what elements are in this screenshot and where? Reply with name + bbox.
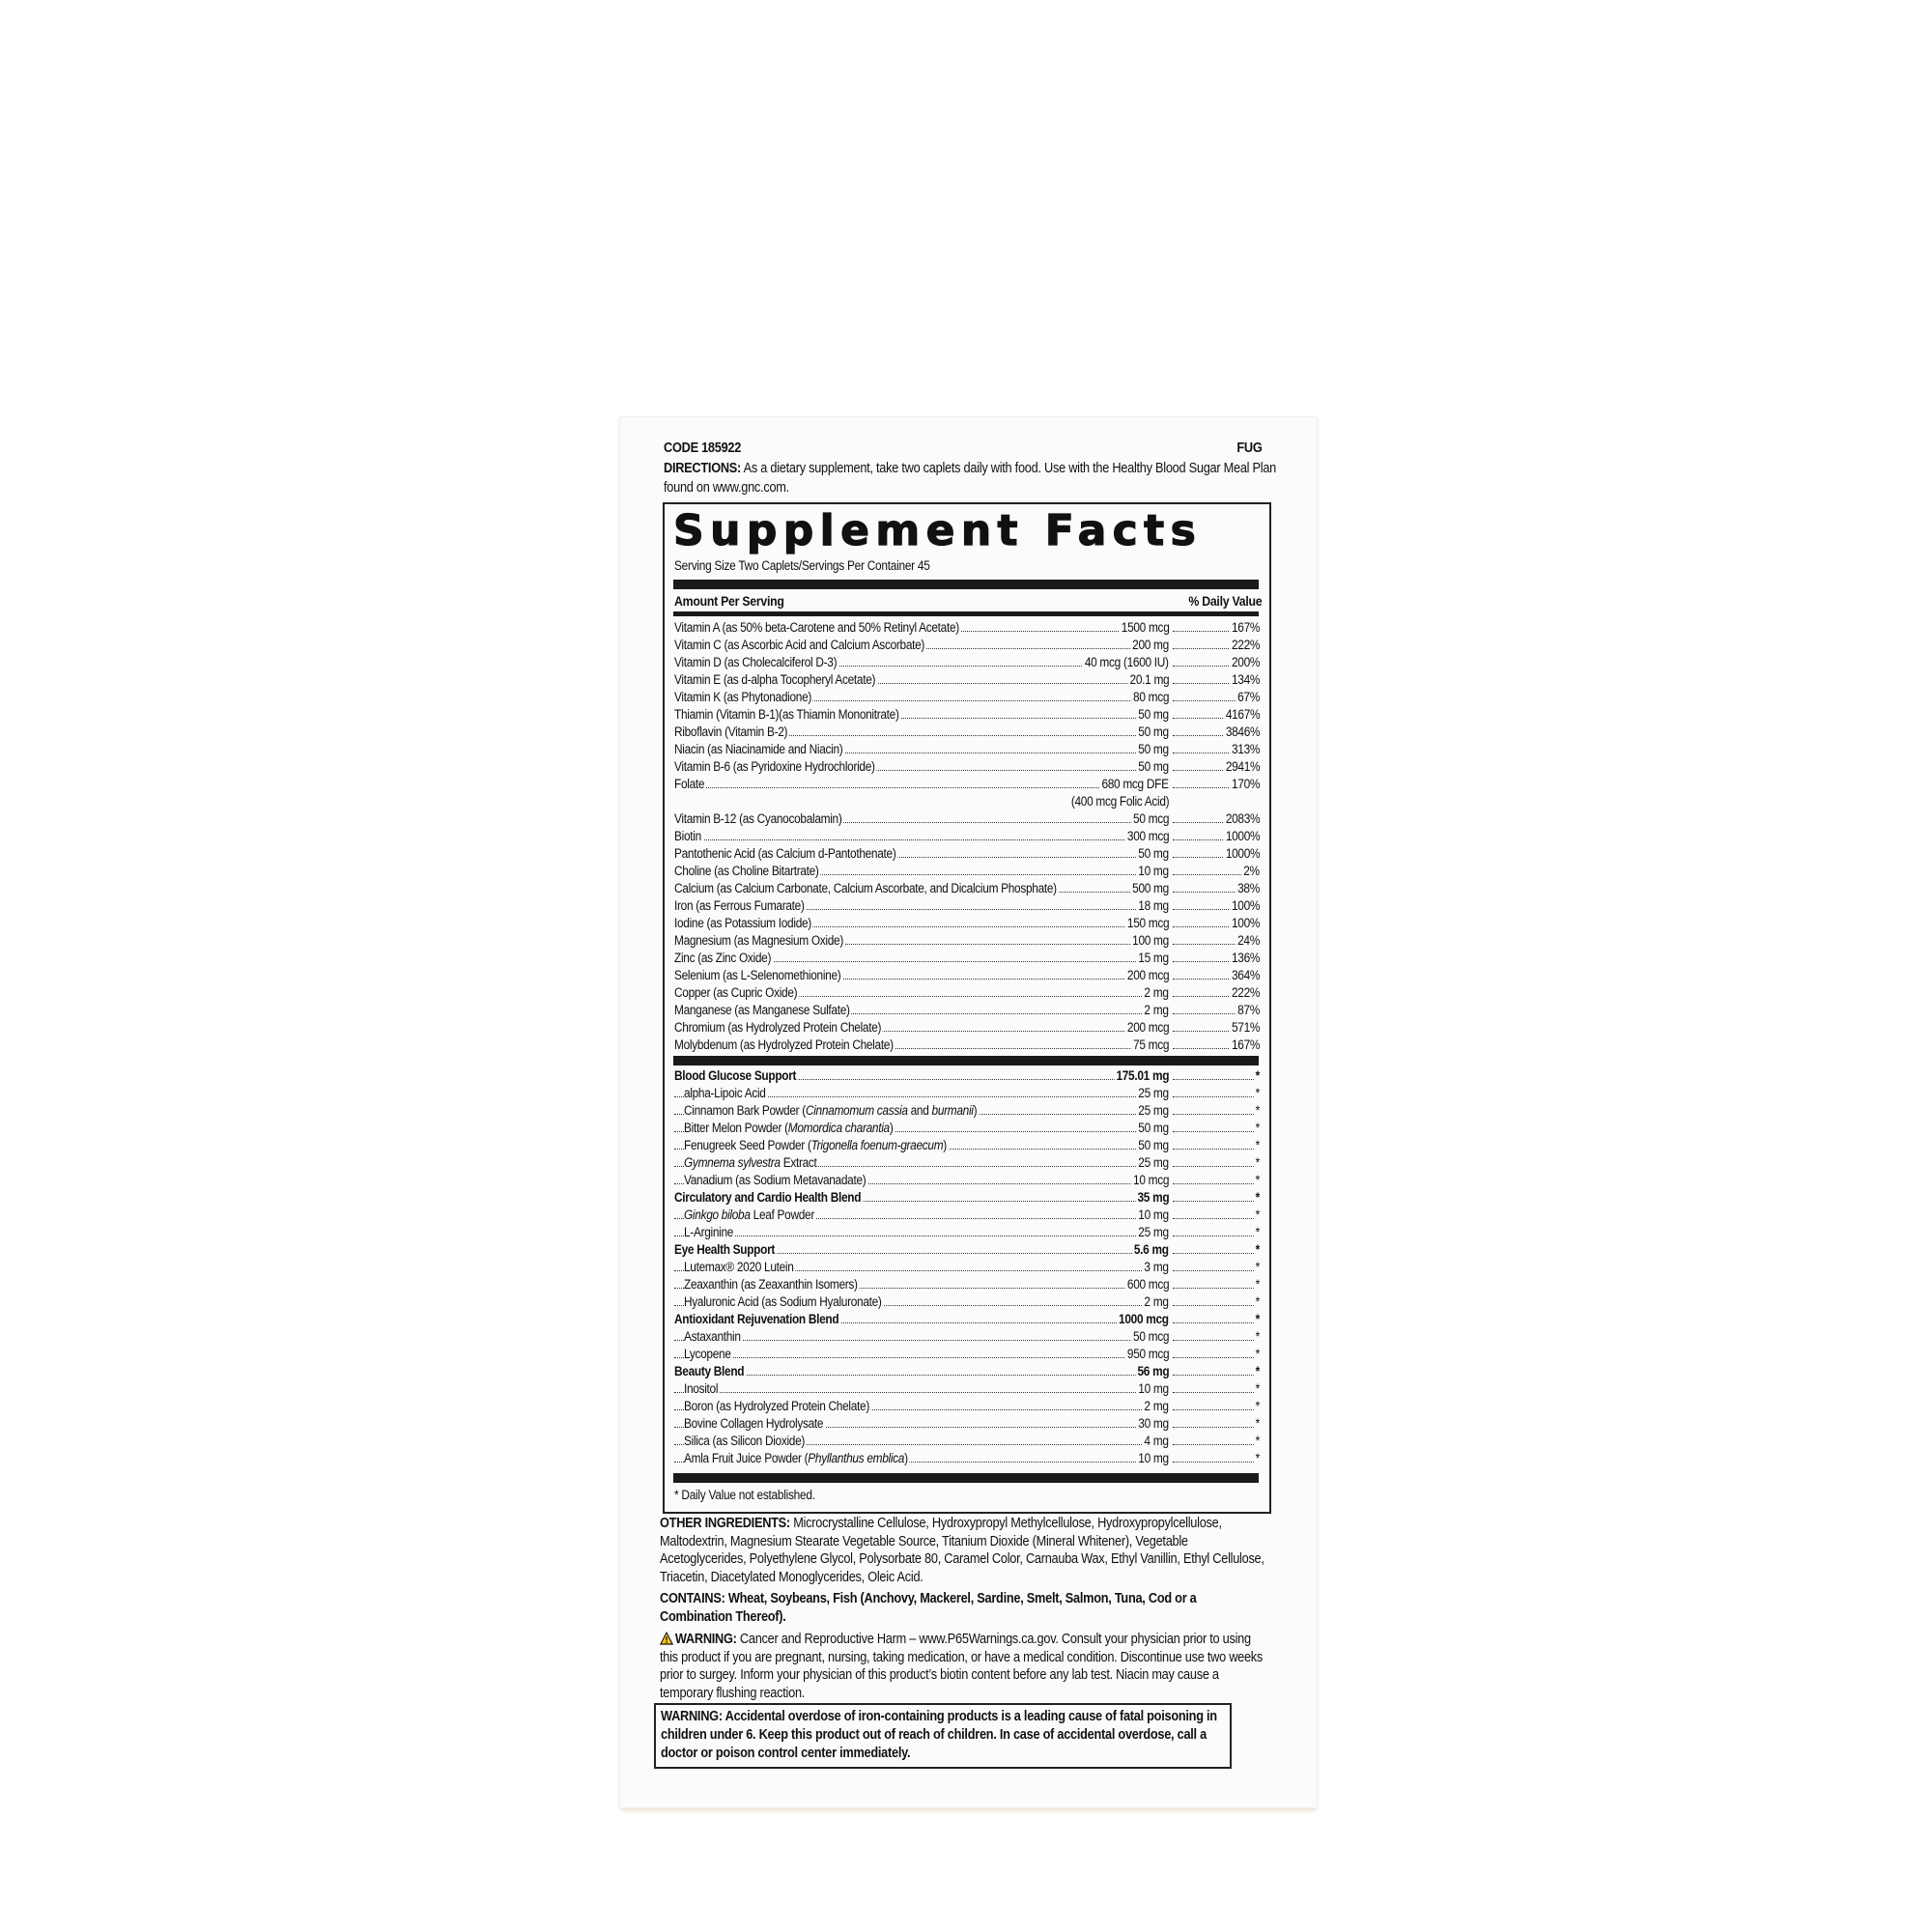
nutrient-row: [674, 1380, 1260, 1398]
nutrient-name: Molybdenum (as Hydrolyzed Protein Chelate): [674, 1037, 894, 1052]
nutrient-row: [674, 1363, 1260, 1380]
nutrient-daily-value: 100%: [1231, 916, 1260, 930]
nutrient-amount: 50 mg: [1138, 1138, 1169, 1152]
nutrient-name: Vanadium (as Sodium Metavanadate): [684, 1173, 867, 1187]
nutrient-name: Vitamin C (as Ascorbic Acid and Calcium Ascorbate): [674, 638, 925, 652]
nutrient-daily-value: *: [1255, 1103, 1260, 1118]
nutrient-row: [674, 1019, 1260, 1037]
nutrient-row: [674, 1293, 1260, 1311]
nutrient-amount: 10 mg: [1138, 864, 1169, 878]
nutrient-name: Iodine (as Potassium Iodide): [674, 916, 811, 930]
nutrient-amount: 200 mcg: [1126, 968, 1169, 982]
dot-leader: [1173, 1201, 1256, 1202]
iron-warning-text: WARNING: Accidental overdose of iron-containing products is a leading cause of fatal poisoning in children under 6. Keep this product out of reach of children. In case of accidental overdose, call a doctor or poison control center immediately.: [661, 1709, 1217, 1761]
other-ingredients-text: Microcrystalline Cellulose, Hydroxypropyl Methylcellulose, Hydroxypropylcellulose, Maltodextrin, Magnesium Stearate Vegetable Source, Titanium Dioxide (Mineral Whitener), Vegetable Acetoglycerides, Polyethylene Glycol, Polysorbate 80, Caramel Color, Carnauba Wax, Ethyl Vanillin, Ethyl Cellulose, Triacetin, Diacetylated Monoglycerides, Oleic Acid.: [660, 1516, 1264, 1585]
nutrient-name: Inositol: [684, 1381, 719, 1396]
nutrient-row: [674, 1415, 1260, 1433]
thick-rule: [673, 1473, 1259, 1483]
dot-leader: [1173, 1462, 1256, 1463]
dot-leader: [674, 787, 1167, 788]
dot-leader: [674, 839, 1167, 840]
nutrient-row: [674, 741, 1260, 758]
nutrient-amount: 200 mg: [1132, 638, 1169, 652]
nutrient-amount: 30 mg: [1138, 1416, 1169, 1431]
nutrient-name: Vitamin K (as Phytonadione): [674, 690, 812, 704]
nutrient-daily-value: 2941%: [1225, 759, 1260, 774]
nutrient-amount: 5.6 mg: [1134, 1242, 1169, 1257]
nutrient-name: Bovine Collagen Hydrolysate: [684, 1416, 824, 1431]
nutrient-name: Choline (as Choline Bitartrate): [674, 864, 819, 878]
nutrient-daily-value: 200%: [1231, 655, 1260, 669]
nutrient-row: [674, 1037, 1260, 1054]
nutrient-amount: 50 mg: [1138, 846, 1169, 861]
dot-leader: [1173, 1322, 1256, 1323]
nutrient-name: L-Arginine: [684, 1225, 734, 1239]
other-ingredients-label: OTHER INGREDIENTS:: [660, 1516, 790, 1531]
nutrient-daily-value: 222%: [1231, 638, 1260, 652]
nutrient-row: [674, 1002, 1260, 1019]
nutrient-amount: 2 mg: [1144, 1294, 1169, 1309]
nutrient-name: Zeaxanthin (as Zeaxanthin Isomers): [684, 1277, 858, 1292]
dot-leader: [1173, 1218, 1256, 1219]
nutrient-row: [674, 984, 1260, 1002]
nutrient-row: [674, 1189, 1260, 1207]
nutrient-name: Antioxidant Rejuvenation Blend: [674, 1312, 839, 1326]
nutrient-row: [674, 706, 1260, 724]
nutrient-name: Riboflavin (Vitamin B-2): [674, 724, 788, 739]
nutrient-name: Niacin (as Niacinamide and Niacin): [674, 742, 843, 756]
contains-text: CONTAINS: Wheat, Soybeans, Fish (Anchovy, Mackerel, Sardine, Smelt, Salmon, Tuna, Cod or a Combination Thereof).: [660, 1591, 1197, 1625]
thick-rule: [673, 580, 1259, 589]
nutrient-amount: 500 mg: [1132, 881, 1169, 895]
dot-leader: [1173, 1131, 1256, 1132]
nutrient-amount: 2 mg: [1144, 1003, 1169, 1017]
nutrient-row: [674, 932, 1260, 950]
dot-leader: [1173, 1375, 1256, 1376]
nutrient-amount: 10 mg: [1138, 1381, 1169, 1396]
nutrient-row: [674, 1346, 1260, 1363]
nutrient-row: [674, 1311, 1260, 1328]
nutrient-daily-value: 136%: [1231, 951, 1260, 965]
nutrient-name: Pantothenic Acid (as Calcium d-Pantothenate): [674, 846, 896, 861]
thick-rule: [673, 1056, 1259, 1065]
nutrient-daily-value: *: [1255, 1208, 1260, 1222]
nutrient-daily-value: *: [1255, 1242, 1260, 1257]
nutrient-name: Boron (as Hydrolyzed Protein Chelate): [684, 1399, 869, 1413]
dot-leader: [1173, 1149, 1256, 1150]
nutrient-row: [674, 654, 1260, 671]
dot-leader: [1173, 1392, 1256, 1393]
nutrient-name: Circulatory and Cardio Health Blend: [674, 1190, 862, 1205]
nutrient-name: Amla Fruit Juice Powder (Phyllanthus emblica): [684, 1451, 908, 1465]
nutrient-daily-value: 170%: [1231, 777, 1260, 791]
nutrient-name: Blood Glucose Support: [674, 1068, 797, 1083]
dot-leader: [1173, 1253, 1256, 1254]
dot-leader: [674, 1375, 1167, 1376]
nutrient-amount: 950 mcg: [1126, 1347, 1169, 1361]
nutrient-row: [674, 845, 1260, 863]
nutrient-row: [674, 897, 1260, 915]
nutrient-name: Vitamin B-6 (as Pyridoxine Hydrochloride): [674, 759, 875, 774]
warning-triangle-icon: [660, 1632, 673, 1645]
nutrient-name: Lutemax® 2020 Lutein: [684, 1260, 794, 1274]
nutrient-name: Vitamin A (as 50% beta-Carotene and 50% Retinyl Acetate): [674, 620, 959, 635]
nutrient-daily-value: *: [1255, 1399, 1260, 1413]
nutrient-name: Selenium (as L-Selenomethionine): [674, 968, 841, 982]
nutrient-amount: 600 mcg: [1126, 1277, 1169, 1292]
nutrient-daily-value: *: [1255, 1329, 1260, 1344]
nutrient-daily-value: 100%: [1231, 898, 1260, 913]
nutrient-amount: 80 mcg: [1132, 690, 1169, 704]
nutrient-row: [674, 950, 1260, 967]
amount-per-serving-header: Amount Per Serving: [674, 593, 784, 609]
nutrient-row: [674, 1433, 1260, 1450]
nutrient-daily-value: *: [1255, 1277, 1260, 1292]
nutrient-row: [674, 758, 1260, 776]
nutrient-row: [674, 1154, 1260, 1172]
nutrient-daily-value: 67%: [1237, 690, 1260, 704]
nutrient-amount: 75 mcg: [1132, 1037, 1169, 1052]
nutrient-name: Ginkgo biloba Leaf Powder: [684, 1208, 814, 1222]
nutrient-daily-value: *: [1255, 1381, 1260, 1396]
nutrient-daily-value: *: [1255, 1451, 1260, 1465]
nutrient-daily-value: *: [1255, 1190, 1260, 1205]
nutrient-row: [674, 915, 1260, 932]
nutrient-name: Zinc (as Zinc Oxide): [674, 951, 772, 965]
directions: [664, 460, 1301, 497]
nutrient-daily-value: 222%: [1231, 985, 1260, 1000]
other-ingredients: [660, 1515, 1272, 1586]
nutrient-row: [674, 1398, 1260, 1415]
nutrient-name: Chromium (as Hydrolyzed Protein Chelate): [674, 1020, 882, 1035]
serving-size: Serving Size Two Caplets/Servings Per Container 45: [674, 558, 930, 573]
nutrient-row: [674, 1120, 1260, 1137]
nutrient-daily-value: *: [1255, 1138, 1260, 1152]
dot-leader: [674, 1357, 1167, 1358]
nutrient-amount: 175.01 mg: [1116, 1068, 1169, 1083]
directions-text: As a dietary supplement, take two caplets daily with food. Use with the Healthy Blood Sugar Meal Plan found on www.gnc.com.: [664, 461, 1277, 496]
nutrient-daily-value: *: [1255, 1225, 1260, 1239]
nutrient-amount: (400 mcg Folic Acid): [1070, 794, 1169, 809]
dot-leader: [1173, 1096, 1256, 1097]
nutrient-row: [674, 828, 1260, 845]
nutrient-row: [674, 1276, 1260, 1293]
nutrient-row: [674, 810, 1260, 828]
nutrient-row: [674, 1259, 1260, 1276]
dot-leader: [1173, 1288, 1256, 1289]
fug-code: FUG: [1236, 440, 1263, 456]
nutrient-amount: 25 mg: [1138, 1155, 1169, 1170]
nutrient-row: [674, 1137, 1260, 1154]
nutrient-amount: 1000 mcg: [1119, 1312, 1169, 1326]
nutrient-daily-value: *: [1255, 1121, 1260, 1135]
nutrient-daily-value: 167%: [1231, 1037, 1260, 1052]
nutrient-daily-value: *: [1255, 1434, 1260, 1448]
nutrient-amount: 1500 mcg: [1121, 620, 1169, 635]
nutrient-daily-value: *: [1255, 1173, 1260, 1187]
nutrient-name: Magnesium (as Magnesium Oxide): [674, 933, 843, 948]
nutrient-daily-value: 571%: [1231, 1020, 1260, 1035]
nutrient-daily-value: 4167%: [1225, 707, 1260, 722]
nutrient-daily-value: *: [1255, 1364, 1260, 1378]
nutrient-row: [674, 1172, 1260, 1189]
nutrient-daily-value: 313%: [1231, 742, 1260, 756]
dot-leader: [1173, 1079, 1256, 1080]
nutrient-amount: 15 mg: [1138, 951, 1169, 965]
nutrient-daily-value: 167%: [1231, 620, 1260, 635]
dot-leader: [1173, 1183, 1256, 1184]
nutrient-amount: 25 mg: [1138, 1103, 1169, 1118]
nutrient-amount: 50 mg: [1138, 759, 1169, 774]
nutrient-amount: 10 mg: [1138, 1208, 1169, 1222]
nutrient-amount: 10 mg: [1138, 1451, 1169, 1465]
nutrient-row: [674, 880, 1260, 897]
nutrient-amount: 25 mg: [1138, 1086, 1169, 1100]
nutrient-row: [674, 671, 1260, 689]
iron-warning-box: [654, 1703, 1232, 1769]
allergen-statement: [660, 1590, 1272, 1626]
medium-rule: [673, 611, 1259, 616]
dot-leader: [1173, 1427, 1256, 1428]
nutrient-row: [674, 1224, 1260, 1241]
nutrient-daily-value: 2083%: [1225, 811, 1260, 826]
nutrient-amount: 40 mcg (1600 IU): [1085, 655, 1169, 669]
nutrient-row: [674, 1241, 1260, 1259]
nutrient-name: alpha-Lipoic Acid: [684, 1086, 766, 1100]
nutrient-row: [674, 689, 1260, 706]
nutrient-amount: 56 mg: [1137, 1364, 1169, 1378]
nutrient-name: Biotin: [674, 829, 701, 843]
nutrient-amount: 3 mg: [1144, 1260, 1169, 1274]
nutrient-daily-value: *: [1255, 1068, 1260, 1083]
nutrient-amount: 50 mcg: [1132, 1329, 1169, 1344]
nutrient-amount: 2 mg: [1144, 1399, 1169, 1413]
nutrient-daily-value: 134%: [1231, 672, 1260, 687]
nutrient-daily-value: 1000%: [1225, 846, 1260, 861]
nutrient-row: [674, 863, 1260, 880]
nutrient-name: Bitter Melon Powder (Momordica charantia): [684, 1121, 894, 1135]
nutrient-amount: 4 mg: [1144, 1434, 1169, 1448]
nutrient-amount: 50 mg: [1138, 1121, 1169, 1135]
nutrient-daily-value: *: [1255, 1260, 1260, 1274]
warning-text: Cancer and Reproductive Harm – www.P65Warnings.ca.gov. Consult your physician prior to using this product if you are pregnant, nursing, taking medication, or have a medical condition. Discontinue use two weeks prior to surgey. Inform your physician of this product’s biotin content before any lab test. Niacin may cause a temporary flushing reaction.: [660, 1632, 1264, 1701]
nutrient-amount: 25 mg: [1138, 1225, 1169, 1239]
nutrient-amount: 50 mg: [1138, 707, 1169, 722]
dot-leader: [1173, 1270, 1256, 1271]
nutrient-name: Copper (as Cupric Oxide): [674, 985, 798, 1000]
nutrient-daily-value: *: [1255, 1416, 1260, 1431]
panel-shadow: [623, 1808, 1314, 1814]
nutrient-amount: 18 mg: [1138, 898, 1169, 913]
nutrient-amount: 2 mg: [1144, 985, 1169, 1000]
nutrient-name: Eye Health Support: [674, 1242, 776, 1257]
nutrient-name: Vitamin D (as Cholecalciferol D-3): [674, 655, 838, 669]
nutrient-daily-value: *: [1255, 1312, 1260, 1326]
nutrient-daily-value: 24%: [1237, 933, 1260, 948]
nutrient-amount: 200 mcg: [1126, 1020, 1169, 1035]
nutrient-name: Vitamin E (as d-alpha Tocopheryl Acetate): [674, 672, 876, 687]
directions-label: DIRECTIONS:: [664, 461, 742, 476]
nutrient-name: Cinnamon Bark Powder (Cinnamomum cassia and burmanii): [684, 1103, 978, 1118]
nutrient-daily-value: 1000%: [1225, 829, 1260, 843]
dot-leader: [1173, 1340, 1256, 1341]
nutrient-row: [674, 1085, 1260, 1102]
nutrient-amount: 20.1 mg: [1129, 672, 1169, 687]
supplement-facts-title: Supplement Facts: [673, 506, 1203, 555]
nutrient-row: [674, 724, 1260, 741]
nutrient-row: [674, 1102, 1260, 1120]
dot-leader: [1173, 1444, 1256, 1445]
dot-leader: [1173, 1357, 1256, 1358]
nutrient-amount: 100 mg: [1132, 933, 1169, 948]
nutrient-name: Calcium (as Calcium Carbonate, Calcium Ascorbate, and Dicalcium Phosphate): [674, 881, 1057, 895]
dot-leader: [674, 1392, 1167, 1393]
nutrient-amount: 10 mcg: [1132, 1173, 1169, 1187]
nutrient-name: Astaxanthin: [684, 1329, 741, 1344]
footnote: * Daily Value not established.: [674, 1488, 815, 1502]
nutrient-amount: 50 mg: [1138, 742, 1169, 756]
nutrient-amount: 50 mcg: [1132, 811, 1169, 826]
nutrient-name: Silica (as Silicon Dioxide): [684, 1434, 806, 1448]
nutrient-daily-value: *: [1255, 1086, 1260, 1100]
nutrient-row: [674, 1450, 1260, 1467]
nutrient-row: [674, 776, 1260, 793]
nutrient-row: [674, 619, 1260, 637]
nutrient-name: Thiamin (Vitamin B-1)(as Thiamin Mononitrate): [674, 707, 899, 722]
nutrient-daily-value: 3846%: [1225, 724, 1260, 739]
nutrient-name: Hyaluronic Acid (as Sodium Hyaluronate): [684, 1294, 882, 1309]
nutrient-row: [674, 637, 1260, 654]
nutrient-name: Gymnema sylvestra Extract: [684, 1155, 817, 1170]
nutrient-daily-value: *: [1255, 1294, 1260, 1309]
nutrient-daily-value: *: [1255, 1155, 1260, 1170]
nutrient-amount: 35 mg: [1137, 1190, 1169, 1205]
dot-leader: [1173, 1305, 1256, 1306]
warning-label: WARNING:: [674, 1632, 737, 1647]
nutrient-row: [674, 1067, 1260, 1085]
daily-value-header: % Daily Value: [1187, 593, 1262, 609]
nutrient-name: Lycopene: [684, 1347, 731, 1361]
supplement-facts-panel: [663, 502, 1271, 1514]
nutrient-daily-value: 364%: [1231, 968, 1260, 982]
nutrient-amount: 50 mg: [1138, 724, 1169, 739]
product-code: CODE 185922: [664, 440, 742, 456]
nutrient-daily-value: 2%: [1243, 864, 1260, 878]
nutrient-name: Iron (as Ferrous Fumarate): [674, 898, 805, 913]
dot-leader: [1173, 1114, 1256, 1115]
nutrient-amount: 680 mcg DFE: [1101, 777, 1169, 791]
label-header: [664, 440, 1272, 456]
prop65-warning: [660, 1631, 1272, 1702]
vitamin-list: [674, 619, 1260, 1054]
nutrient-name: Beauty Blend: [674, 1364, 745, 1378]
blend-list: [674, 1067, 1260, 1467]
nutrient-amount: 150 mcg: [1126, 916, 1169, 930]
nutrient-row: [674, 1207, 1260, 1224]
nutrient-row: [674, 1328, 1260, 1346]
dot-leader: [1173, 1409, 1256, 1410]
nutrient-name: Vitamin B-12 (as Cyanocobalamin): [674, 811, 842, 826]
dot-leader: [674, 1340, 1167, 1341]
nutrient-amount: 300 mcg: [1126, 829, 1169, 843]
nutrient-name: Folate: [674, 777, 705, 791]
nutrient-row: [674, 793, 1260, 810]
dot-leader: [1173, 1166, 1256, 1167]
nutrient-name: Manganese (as Manganese Sulfate): [674, 1003, 850, 1017]
nutrient-name: Fenugreek Seed Powder (Trigonella foenum-graecum): [684, 1138, 947, 1152]
nutrient-row: [674, 967, 1260, 984]
nutrient-daily-value: 38%: [1237, 881, 1260, 895]
nutrient-daily-value: 87%: [1237, 1003, 1260, 1017]
nutrient-daily-value: *: [1255, 1347, 1260, 1361]
